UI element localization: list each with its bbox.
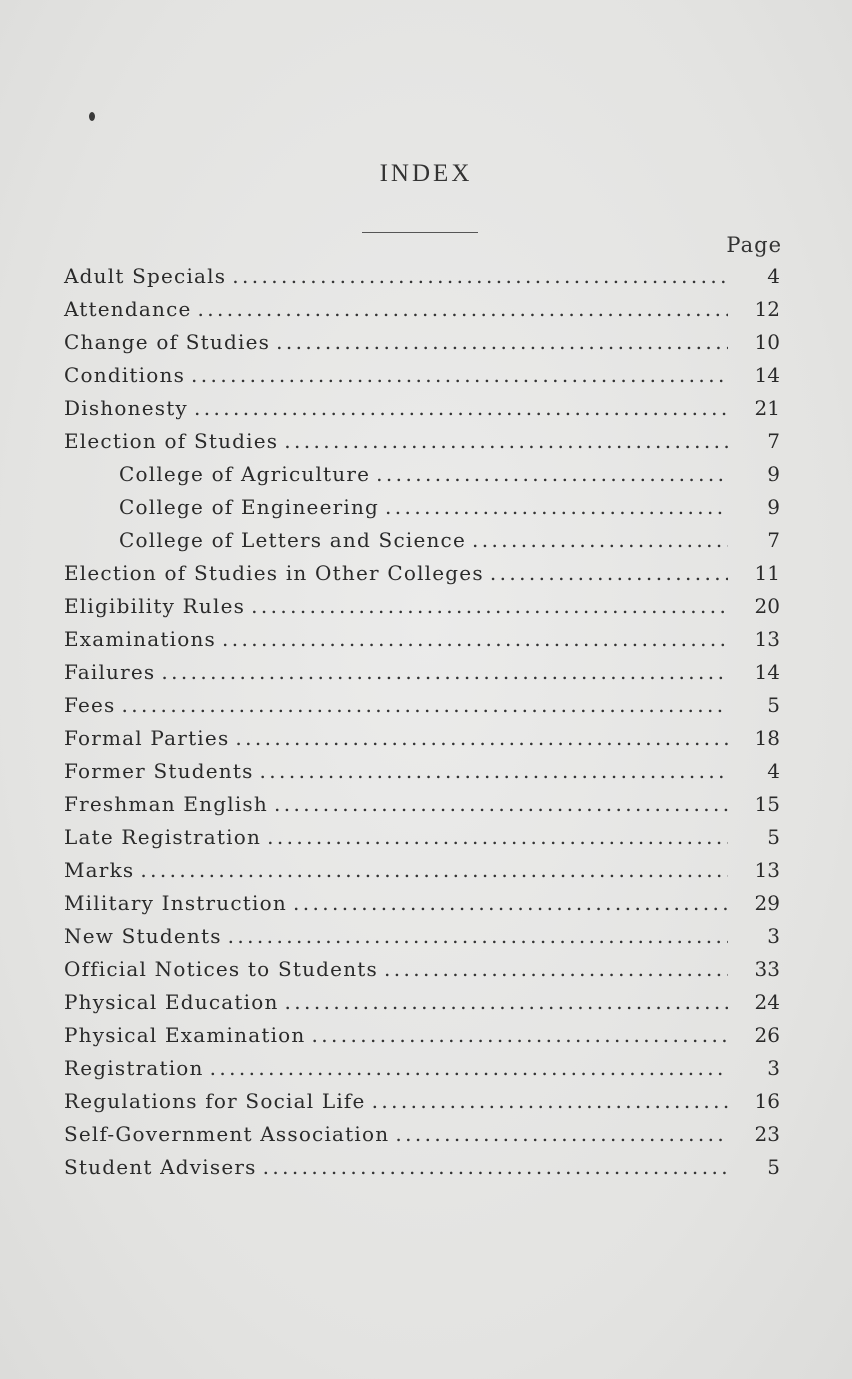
index-entry (64, 825, 780, 858)
index-entry (64, 594, 780, 627)
dot-leader (198, 297, 728, 321)
index-entry-label: Fees (64, 693, 116, 717)
dot-leader (384, 957, 728, 981)
index-entry (64, 396, 780, 429)
dot-leader (191, 363, 728, 387)
index-entry (64, 924, 780, 957)
index-entry-page: 33 (754, 957, 780, 981)
index-entry (64, 660, 780, 693)
index-entry (64, 759, 780, 792)
index-entry-page: 5 (767, 693, 780, 717)
index-entry-page: 13 (754, 858, 780, 882)
index-entry-label: Student Advisers (64, 1155, 257, 1179)
index-entry-label: Late Registration (64, 825, 262, 849)
index-entry-label: Failures (64, 660, 156, 684)
index-entry-label: College of Letters and Science (119, 528, 466, 552)
dot-leader (395, 1122, 728, 1146)
index-entry (64, 297, 780, 330)
index-entry (64, 429, 780, 462)
index-entry-label: Election of Studies in Other Colleges (64, 561, 484, 585)
ink-speck (89, 112, 95, 121)
dot-leader (222, 627, 728, 651)
index-entry-label: New Students (64, 924, 222, 948)
dot-leader (274, 792, 728, 816)
index-entry-page: 7 (767, 528, 780, 552)
dot-leader (140, 858, 728, 882)
index-entry-page: 15 (754, 792, 780, 816)
index-entry-page: 16 (754, 1089, 780, 1113)
dot-leader (372, 1089, 728, 1113)
index-entry-label: Marks (64, 858, 135, 882)
index-entry (64, 1089, 780, 1122)
dot-leader (490, 561, 728, 585)
index-entry-label: College of Engineering (119, 495, 380, 519)
index-entry-page: 9 (767, 462, 780, 486)
index-entry-label: Conditions (64, 363, 186, 387)
index-entry-label: Examinations (64, 627, 216, 651)
index-entry-page: 5 (767, 1155, 780, 1179)
index-entry (64, 726, 780, 759)
dot-leader (376, 462, 728, 486)
index-entry-page: 4 (767, 264, 780, 288)
index-entry (64, 264, 780, 297)
index-entry-label: Official Notices to Students (64, 957, 378, 981)
index-entry-label: Attendance (64, 297, 192, 321)
index-entry (64, 330, 780, 363)
index-entry-label: Military Instruction (64, 891, 287, 915)
index-entry (64, 363, 780, 396)
index-entry (64, 891, 780, 924)
index-entry-label: Freshman English (64, 792, 268, 816)
page-title: INDEX (379, 160, 473, 187)
index-entry (64, 528, 780, 561)
index-entry (64, 858, 780, 891)
index-entry-page: 12 (754, 297, 780, 321)
index-entry (64, 561, 780, 594)
dot-leader (260, 759, 728, 783)
index-entry-label: Self-Government Association (64, 1122, 390, 1146)
index-entry-label: Dishonesty (64, 396, 188, 420)
index-entry-label: Physical Examination (64, 1023, 306, 1047)
index-entry-page: 20 (754, 594, 780, 618)
dot-leader (210, 1056, 728, 1080)
dot-leader (276, 330, 728, 354)
index-entry (64, 990, 780, 1023)
dot-leader (228, 924, 728, 948)
dot-leader (284, 429, 728, 453)
index-entry-label: Formal Parties (64, 726, 230, 750)
index-entry (64, 957, 780, 990)
index-entry (64, 1155, 780, 1188)
index-entry-label: Regulations for Social Life (64, 1089, 366, 1113)
index-entry-label: Change of Studies (64, 330, 271, 354)
index-entry (64, 693, 780, 726)
dot-leader (293, 891, 728, 915)
dot-leader (194, 396, 728, 420)
index-entry-page: 13 (754, 627, 780, 651)
index-entry-page: 3 (767, 1056, 780, 1080)
page-column-label: Page (726, 233, 782, 257)
index-entry-label: Registration (64, 1056, 204, 1080)
index-entry-page: 10 (754, 330, 780, 354)
dot-leader (267, 825, 728, 849)
index-entry (64, 1056, 780, 1089)
index-entries (64, 264, 780, 1188)
index-entry-label: Adult Specials (64, 264, 227, 288)
index-entry-label: Physical Education (64, 990, 279, 1014)
dot-leader (472, 528, 728, 552)
dot-leader (385, 495, 728, 519)
index-entry-page: 18 (754, 726, 780, 750)
index-entry (64, 792, 780, 825)
index-entry (64, 495, 780, 528)
index-entry (64, 462, 780, 495)
index-entry-label: Eligibility Rules (64, 594, 246, 618)
dot-leader (235, 726, 728, 750)
index-entry-page: 9 (767, 495, 780, 519)
index-entry (64, 1023, 780, 1056)
index-entry-page: 4 (767, 759, 780, 783)
index-entry-label: Former Students (64, 759, 254, 783)
title-rule (362, 232, 478, 233)
index-entry-page: 3 (767, 924, 780, 948)
index-entry-page: 29 (754, 891, 780, 915)
index-entry-page: 21 (754, 396, 780, 420)
index-entry (64, 627, 780, 660)
index-entry-page: 11 (754, 561, 780, 585)
index-entry-page: 14 (754, 363, 780, 387)
index-entry-label: College of Agriculture (119, 462, 371, 486)
dot-leader (251, 594, 728, 618)
dot-leader (122, 693, 728, 717)
index-entry-page: 7 (767, 429, 780, 453)
index-entry-page: 24 (754, 990, 780, 1014)
dot-leader (285, 990, 728, 1014)
dot-leader (232, 264, 728, 288)
dot-leader (161, 660, 728, 684)
dot-leader (312, 1023, 729, 1047)
index-entry-page: 5 (767, 825, 780, 849)
index-entry-label: Election of Studies (64, 429, 279, 453)
index-entry-page: 14 (754, 660, 780, 684)
dot-leader (263, 1155, 728, 1179)
index-entry (64, 1122, 780, 1155)
index-entry-page: 23 (754, 1122, 780, 1146)
index-entry-page: 26 (754, 1023, 780, 1047)
